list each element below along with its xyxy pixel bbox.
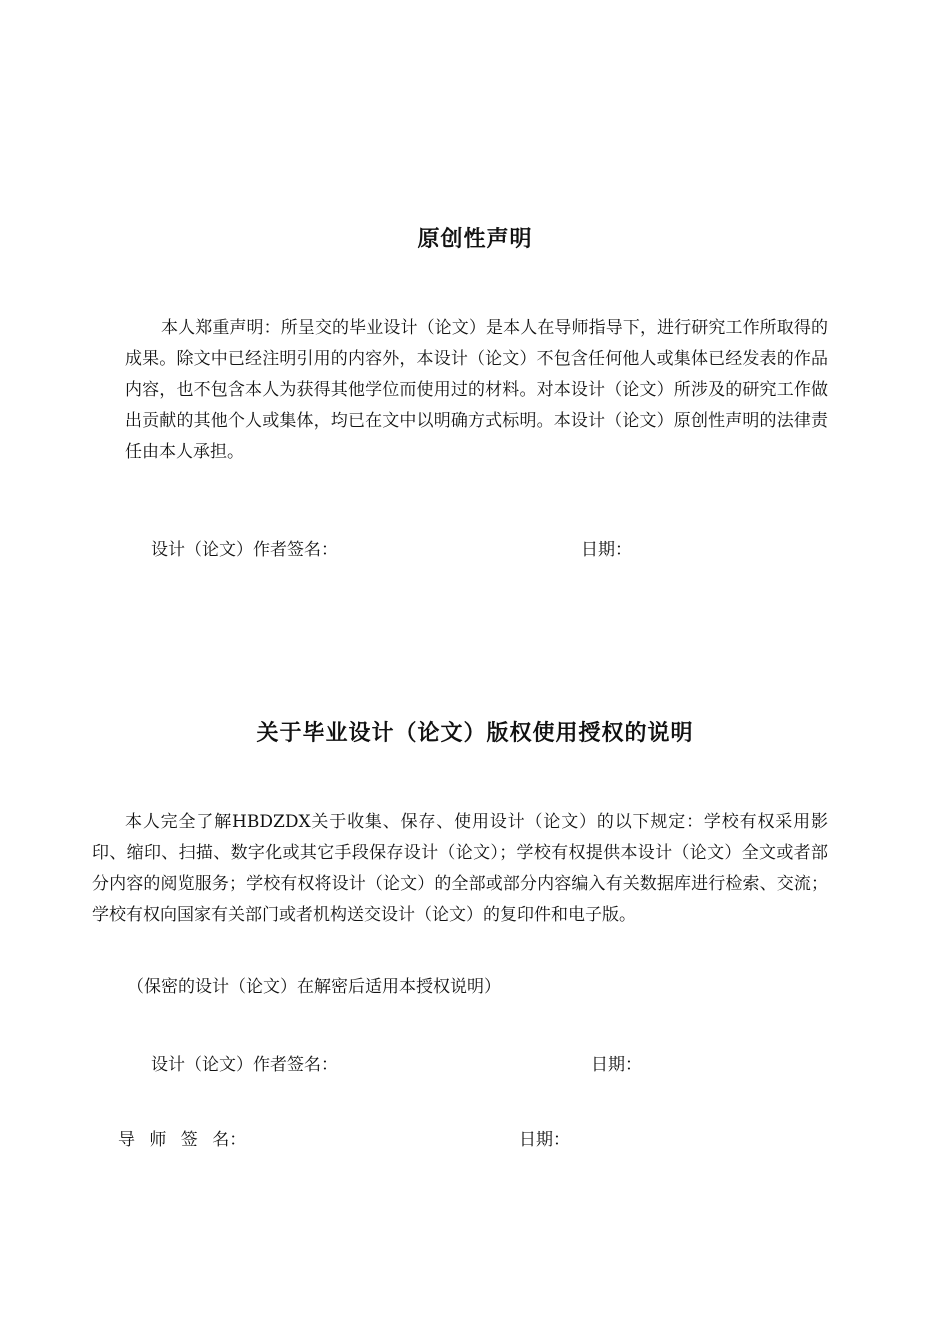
author-date-label-2: 日期： <box>591 1055 642 1075</box>
copyright-authorization-body: 本人完全了解HBDZDX关于收集、保存、使用设计（论文）的以下规定：学校有权采用影印、缩印、扫描、数字化或其它手段保存设计（论文）；学校有权提供本设计（论文）全文或者部分内容的阅览服务；学校有权将设计（论文）的全部或部分内容编入有关数据库进行检索、交流；学校有权向国家有关部门或者机构送交设计（论文）的复印件和电子版。 <box>92 812 828 925</box>
copyright-authorization-title: 关于毕业设计（论文）版权使用授权的说明 <box>256 721 694 746</box>
advisor-signature-label: 导 师 签 名： <box>118 1130 247 1150</box>
author-signature-label: 设计（论文）作者签名： <box>151 540 338 560</box>
advisor-date-label: 日期： <box>519 1130 570 1150</box>
originality-statement-title: 原创性声明 <box>417 227 533 252</box>
originality-statement-body: 本人郑重声明：所呈交的毕业设计（论文）是本人在导师指导下，进行研究工作所取得的成果。除文中已经注明引用的内容外，本设计（论文）不包含任何他人或集体已经发表的作品内容，也不包含本人为获得其他学位而使用过的材料。对本设计（论文）所涉及的研究工作做出贡献的其他个人或集体，均已在文中以明确方式标明。本设计（论文）原创性声明的法律责任由本人承担。 <box>125 318 828 462</box>
author-date-label: 日期： <box>581 540 632 560</box>
author-signature-label-2: 设计（论文）作者签名： <box>151 1055 338 1075</box>
confidential-note: （保密的设计（论文）在解密后适用本授权说明） <box>127 977 501 997</box>
